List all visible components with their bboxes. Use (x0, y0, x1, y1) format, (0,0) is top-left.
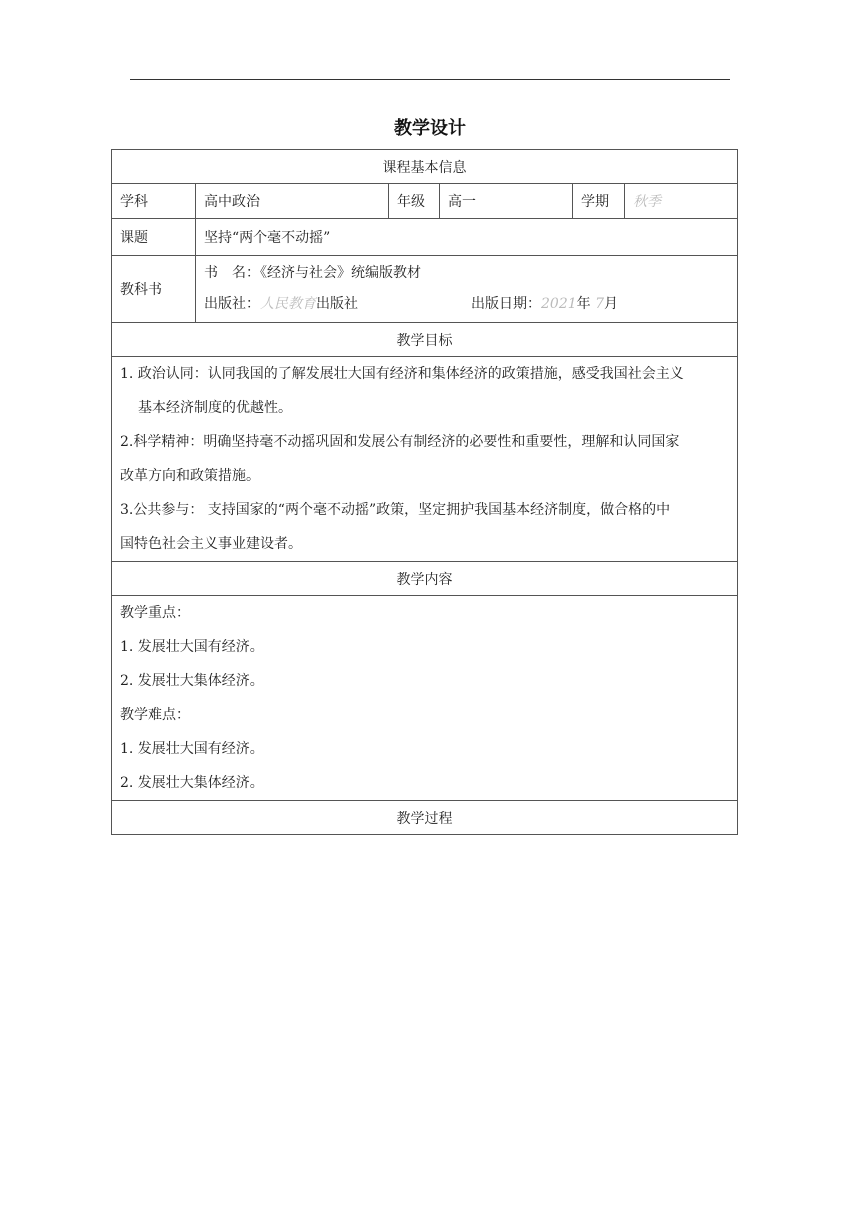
grade-value: 高一 (440, 184, 573, 219)
grade-label: 年级 (389, 184, 440, 219)
subject-label: 学科 (112, 184, 196, 219)
section-header-content: 教学内容 (112, 562, 738, 596)
objective-1-line-2: 基本经济制度的优越性。 (138, 400, 292, 416)
section-header-objectives: 教学目标 (112, 323, 738, 357)
objective-3-line-2: 国特色社会主义事业建设者。 (120, 536, 302, 552)
objective-1-line-1: 1. 政治认同：认同我国的了解发展壮大国有经济和集体经济的政策措施，感受我国社会主义 (120, 366, 684, 382)
section-header-process: 教学过程 (112, 801, 738, 835)
section-header-basic-info: 课程基本信息 (112, 150, 738, 184)
basic-info-row (112, 184, 738, 219)
pub-date-label: 出版日期： (471, 296, 541, 312)
objective-3-line-1: 3.公共参与： 支持国家的“两个毫不动摇”政策，坚定拥护我国基本经济制度，做合格的中 (120, 502, 671, 518)
publisher-suffix: 出版社 (316, 296, 358, 312)
textbook-row (112, 256, 738, 323)
term-label: 学期 (573, 184, 625, 219)
topic-label: 课题 (112, 219, 196, 256)
key-points-label: 教学重点： (120, 605, 190, 621)
textbook-label: 教科书 (112, 256, 196, 323)
objective-2-line-2: 改革方向和政策措施。 (120, 468, 260, 484)
objective-2-line-1: 2.科学精神：明确坚持毫不动摇巩固和发展公有制经济的必要性和重要性，理解和认同国家 (120, 434, 680, 450)
term-value (625, 184, 738, 219)
publisher-label: 出版社： (204, 296, 260, 312)
subject-value: 高中政治 (196, 184, 389, 219)
book-name-value: 《经济与社会》统编版教材 (260, 265, 421, 281)
difficult-point-1: 1. 发展壮大国有经济。 (120, 741, 264, 757)
year-unit: 年 (576, 296, 591, 312)
content-row (112, 596, 738, 801)
month-unit: 月 (604, 296, 619, 312)
objectives-list (112, 357, 738, 562)
objectives-row (112, 357, 738, 562)
topic-value: 坚持“两个毫不动摇” (196, 219, 738, 256)
pub-year: 2021 (541, 296, 577, 312)
key-point-2: 2. 发展壮大集体经济。 (120, 673, 264, 689)
pub-month: 7 (595, 296, 605, 312)
difficult-points-label: 教学难点： (120, 707, 190, 723)
publisher-value: 人民教育 (260, 296, 316, 312)
key-point-1: 1. 发展壮大国有经济。 (120, 639, 264, 655)
topic-row (112, 219, 738, 256)
book-name-label: 书 名： (204, 265, 260, 281)
difficult-point-2: 2. 发展壮大集体经济。 (120, 775, 264, 791)
term-value-text: 秋季 (633, 194, 661, 210)
publisher-line (204, 289, 729, 320)
content-list (112, 596, 738, 801)
textbook-details (196, 256, 738, 323)
header-rule (130, 79, 730, 80)
book-name-line (204, 258, 729, 289)
lesson-plan-table (111, 149, 738, 835)
document-title: 教学设计 (394, 118, 466, 139)
